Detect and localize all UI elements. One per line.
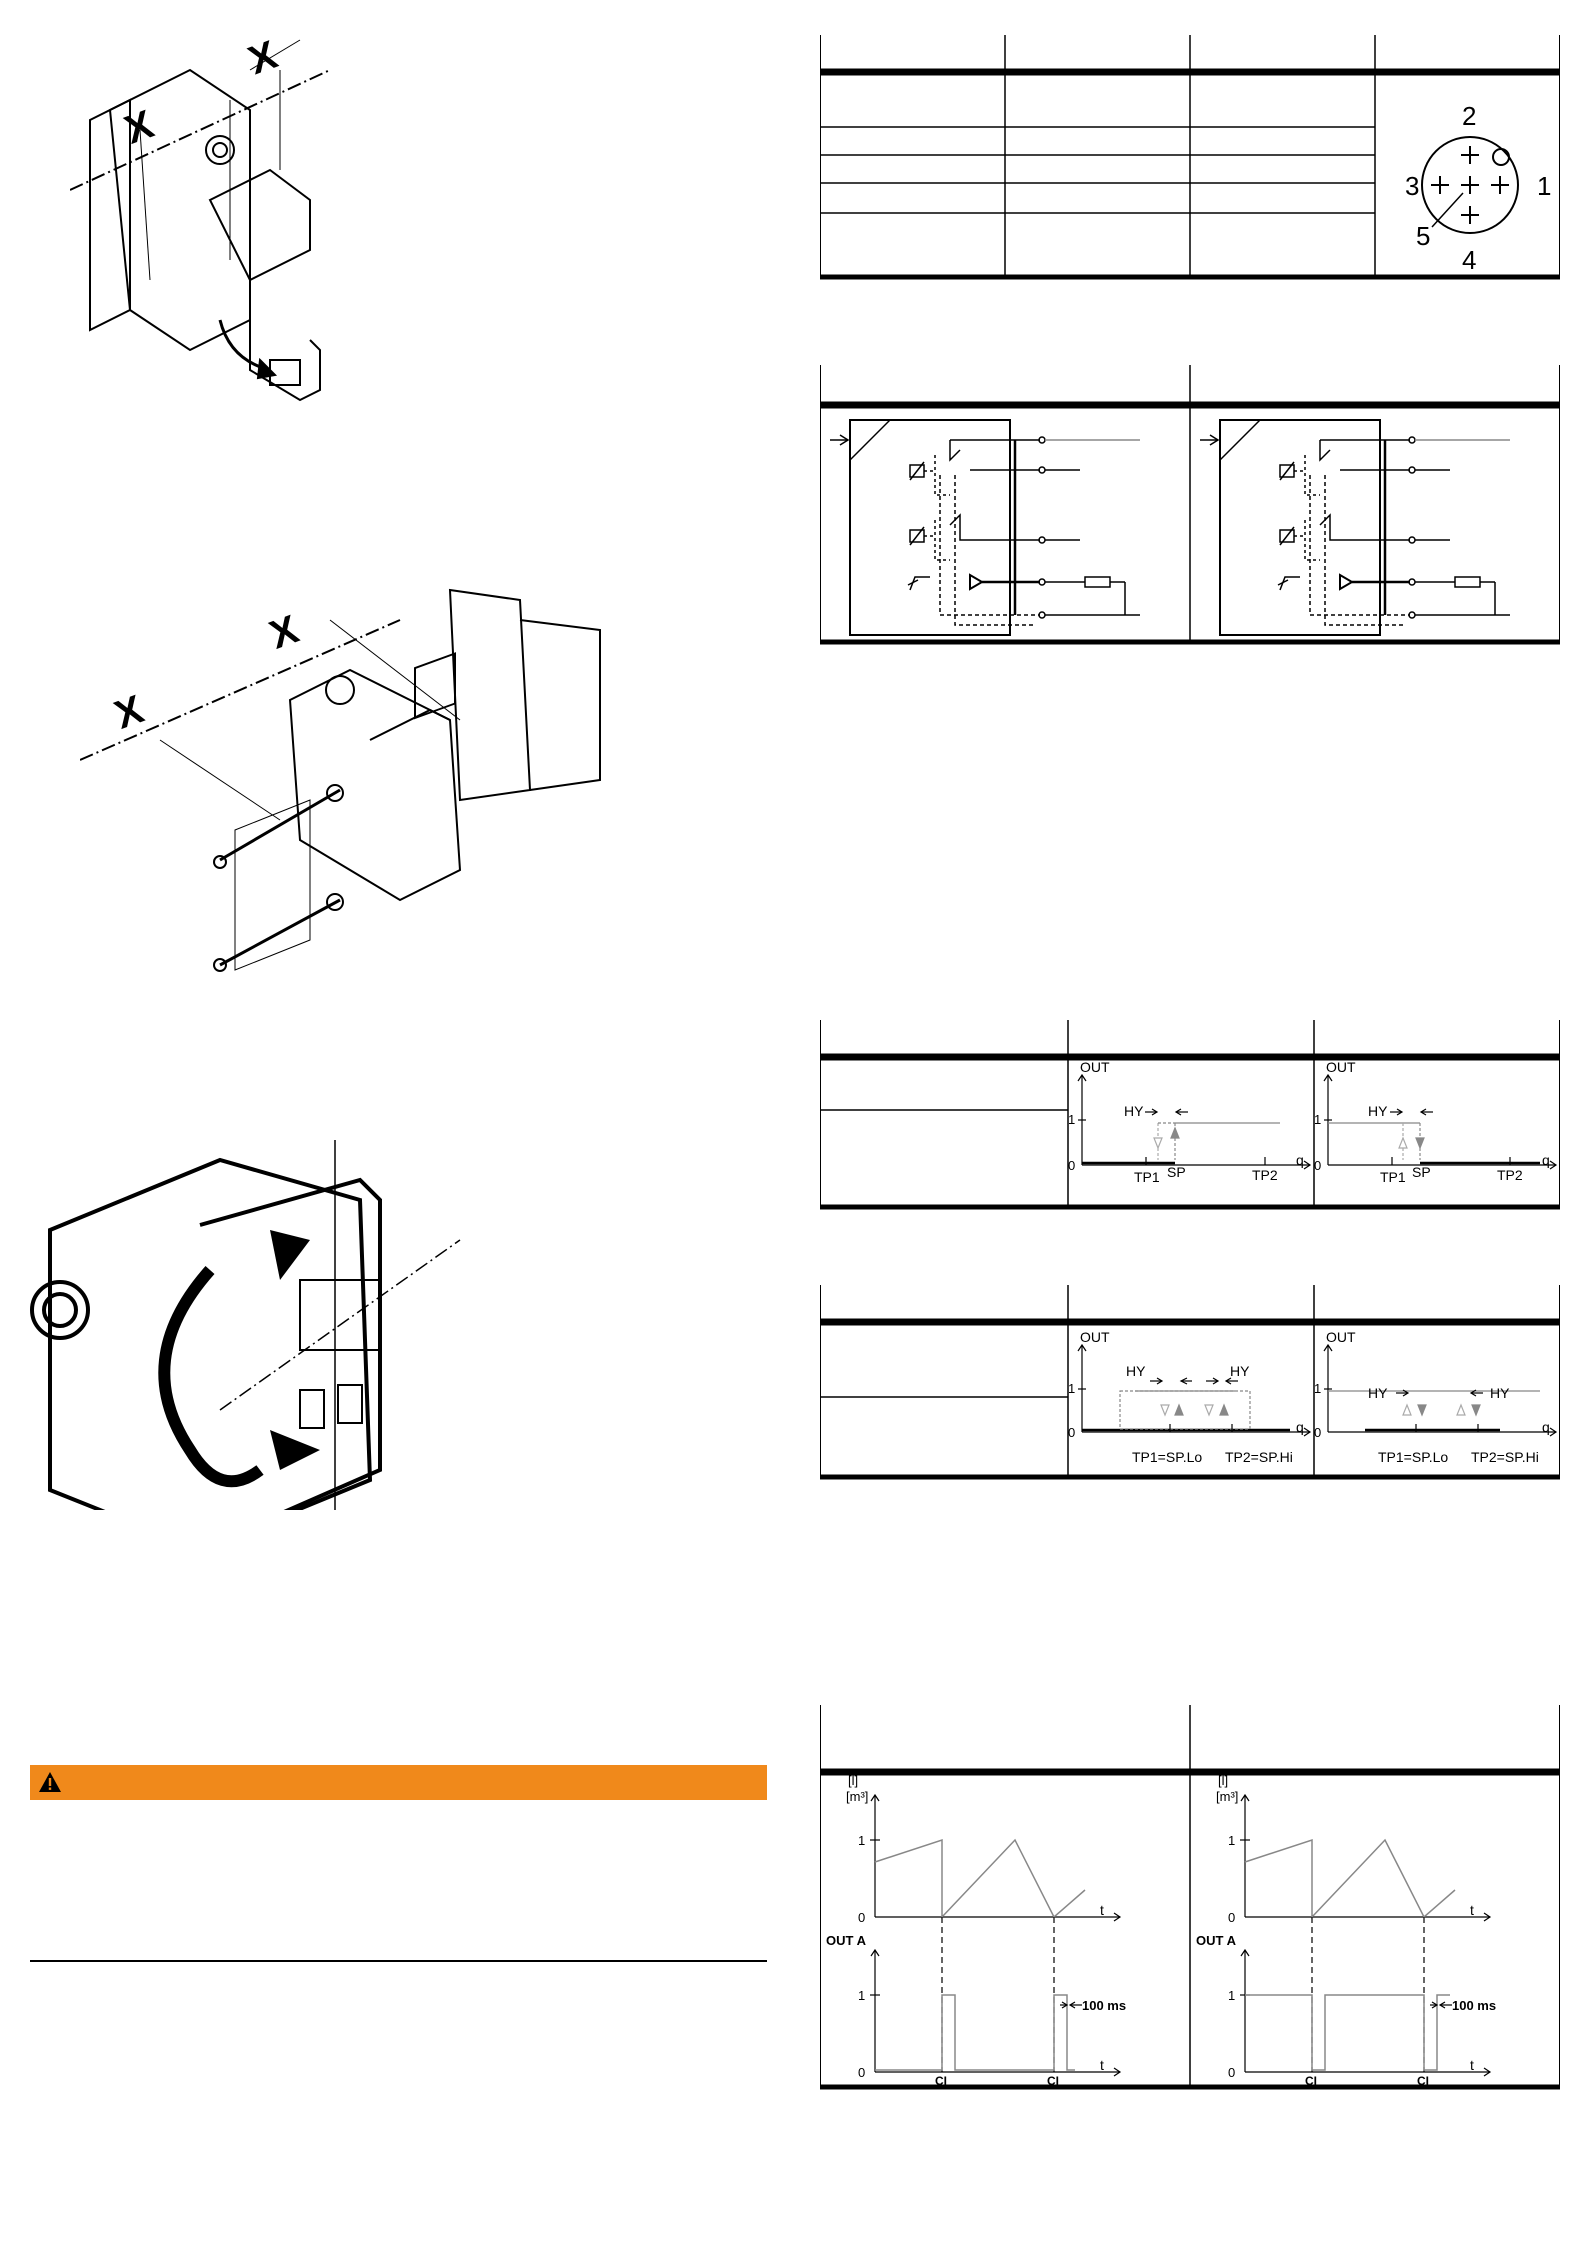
plot-a-sp-label: SP xyxy=(1167,1164,1186,1180)
pin-3-label: 3 xyxy=(1405,171,1420,201)
window-function-table xyxy=(820,1285,1560,1480)
counter-one-label: 1 xyxy=(858,1833,866,1848)
plot-c-zero-label: 0 xyxy=(1068,1425,1076,1440)
out-a-b-t-label: t xyxy=(1470,2057,1474,2073)
pin-4-label: 4 xyxy=(1462,245,1477,275)
plot-d-tp1-label: TP1=SP.Lo xyxy=(1378,1449,1449,1465)
plot-d-hy-left-label: HY xyxy=(1368,1385,1388,1401)
pin-5-label: 5 xyxy=(1416,221,1431,251)
plot-d-one-label: 1 xyxy=(1314,1381,1322,1396)
section-divider xyxy=(30,1960,767,1962)
out-a-b-zero-label: 0 xyxy=(1228,2065,1236,2080)
plot-b-q-label: q xyxy=(1542,1152,1550,1168)
plot-d-zero-label: 0 xyxy=(1314,1425,1322,1440)
out-a-t-label: t xyxy=(1100,2057,1104,2073)
pin-2-label: 2 xyxy=(1462,101,1477,131)
out-a-zero-label: 0 xyxy=(858,2065,866,2080)
counter-b-m3-unit-label: [m³] xyxy=(1216,1789,1239,1804)
plot-d-tp2-label: TP2=SP.Hi xyxy=(1471,1449,1539,1465)
panel-mounting-illustration xyxy=(80,580,620,980)
dimension-x-label: X xyxy=(242,32,283,84)
out-a-label: OUT A xyxy=(826,1933,866,1948)
dimension-x-label: X xyxy=(264,607,305,658)
plot-b-out-label: OUT xyxy=(1326,1059,1356,1075)
plot-b-tp1-label: TP1 xyxy=(1380,1169,1406,1185)
warning-triangle-icon xyxy=(38,1771,62,1793)
counter-m3-unit-label: [m³] xyxy=(846,1789,869,1804)
plot-a-hy-label: HY xyxy=(1124,1103,1144,1119)
plot-a-zero-label: 0 xyxy=(1068,1158,1076,1173)
pin-assignment-table xyxy=(820,35,1560,285)
counter-b-l-unit-label: [l] xyxy=(1218,1773,1229,1788)
ci-label-2: CI xyxy=(1047,2074,1059,2088)
plot-c-tp2-label: TP2=SP.Hi xyxy=(1225,1449,1293,1465)
dimension-x-label: X xyxy=(119,102,160,153)
plot-b-hy-label: HY xyxy=(1368,1103,1388,1119)
hysteresis-function-table xyxy=(820,1020,1560,1210)
plot-a-q-label: q xyxy=(1296,1152,1304,1168)
counter-b-zero-label: 0 xyxy=(1228,1910,1236,1925)
pulse-duration-label: 100 ms xyxy=(1082,1998,1127,2013)
dimension-x-label: X xyxy=(109,687,150,738)
out-a-b-label: OUT A xyxy=(1196,1933,1236,1948)
plot-c-hy-left-label: HY xyxy=(1126,1363,1146,1379)
plot-b-tp2-label: TP2 xyxy=(1497,1167,1523,1183)
consumption-counter-table xyxy=(820,1705,1560,2090)
circuit-diagram-table xyxy=(820,365,1560,645)
counter-b-t-label: t xyxy=(1470,1902,1474,1918)
bracket-mounting-illustration xyxy=(70,30,350,430)
out-a-one-label: 1 xyxy=(858,1988,866,2003)
counter-l-unit-label: [l] xyxy=(848,1773,859,1788)
ci-b-label-1: CI xyxy=(1305,2074,1317,2088)
out-a-b-one-label: 1 xyxy=(1228,1988,1236,2003)
plot-b-sp-label: SP xyxy=(1412,1164,1431,1180)
plot-a-tp2-label: TP2 xyxy=(1252,1167,1278,1183)
pulse-duration-b-label: 100 ms xyxy=(1452,1998,1497,2013)
plot-d-hy-right-label: HY xyxy=(1490,1385,1510,1401)
plot-c-one-label: 1 xyxy=(1068,1381,1076,1396)
plot-b-one-label: 1 xyxy=(1314,1112,1322,1127)
plot-b-zero-label: 0 xyxy=(1314,1158,1322,1173)
plot-a-out-label: OUT xyxy=(1080,1059,1110,1075)
plot-c-out-label: OUT xyxy=(1080,1329,1110,1345)
counter-b-one-label: 1 xyxy=(1228,1833,1236,1848)
ci-b-label-2: CI xyxy=(1417,2074,1429,2088)
plot-a-tp1-label: TP1 xyxy=(1134,1169,1160,1185)
plot-c-tp1-label: TP1=SP.Lo xyxy=(1132,1449,1203,1465)
plot-a-one-label: 1 xyxy=(1068,1112,1076,1127)
counter-zero-label: 0 xyxy=(858,1910,866,1925)
warning-bar xyxy=(30,1765,767,1800)
plot-d-out-label: OUT xyxy=(1326,1329,1356,1345)
display-rotation-illustration xyxy=(20,1130,470,1510)
plot-d-q-label: q xyxy=(1542,1419,1550,1435)
plot-c-hy-right-label: HY xyxy=(1230,1363,1250,1379)
plot-c-q-label: q xyxy=(1296,1419,1304,1435)
pin-1-label: 1 xyxy=(1537,171,1552,201)
ci-label-1: CI xyxy=(935,2074,947,2088)
counter-t-label: t xyxy=(1100,1902,1104,1918)
